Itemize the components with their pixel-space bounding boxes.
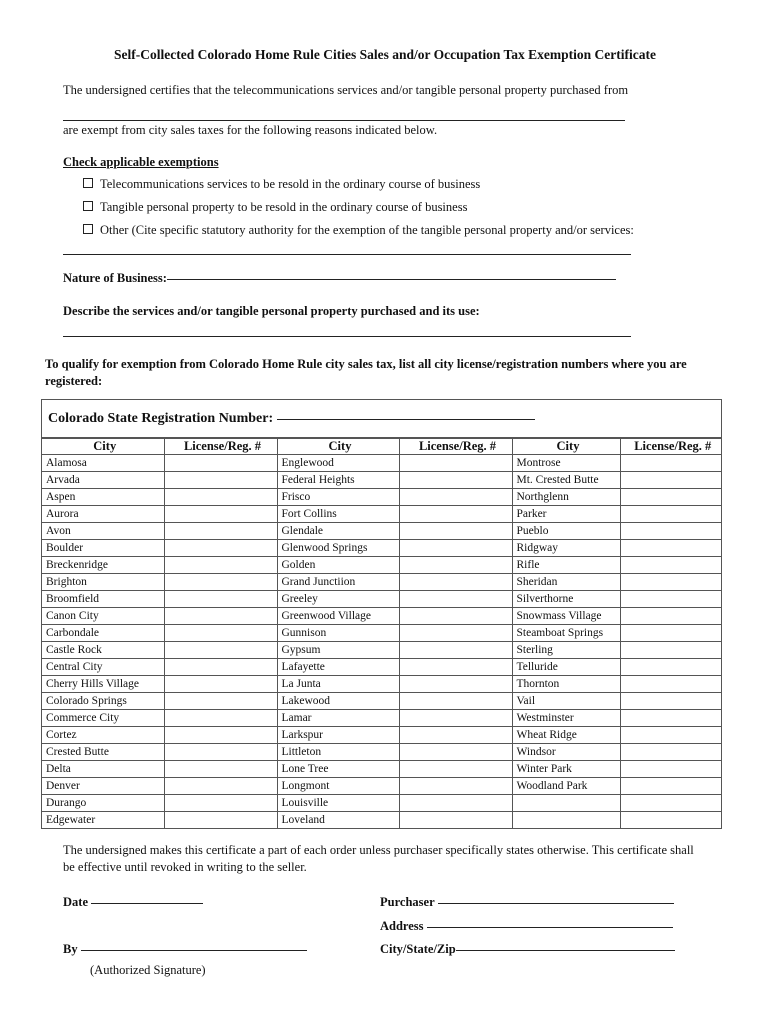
license-number-cell[interactable] — [620, 591, 721, 608]
city-cell: Lakewood — [277, 693, 399, 710]
city-cell: Rifle — [512, 557, 620, 574]
license-number-cell[interactable] — [620, 744, 721, 761]
city-cell: Louisville — [277, 795, 399, 812]
table-row — [42, 506, 721, 523]
intro-text: The undersigned certifies that the telecommunications services and/or tangible personal property purchased from — [63, 83, 629, 97]
registration-number-label: Colorado State Registration Number: — [48, 411, 274, 426]
license-number-cell[interactable] — [164, 455, 277, 472]
other-exemption-line[interactable] — [63, 254, 631, 255]
license-number-cell[interactable] — [399, 693, 512, 710]
checkbox-icon[interactable] — [83, 178, 93, 188]
seller-name-line[interactable] — [63, 120, 625, 121]
date-label: Date — [63, 895, 88, 909]
city-cell: Colorado Springs — [42, 693, 164, 710]
city-cell: Littleton — [277, 744, 399, 761]
license-number-cell[interactable] — [620, 574, 721, 591]
city-cell: Central City — [42, 659, 164, 676]
license-number-cell[interactable] — [164, 744, 277, 761]
nature-of-business-label: Nature of Business: — [63, 271, 167, 285]
license-number-cell[interactable] — [620, 642, 721, 659]
table-row — [42, 540, 721, 557]
license-number-cell[interactable] — [164, 489, 277, 506]
license-number-cell[interactable] — [399, 489, 512, 506]
exemption-option-label: Tangible personal property to be resold in the ordinary course of business — [100, 200, 468, 214]
license-number-cell[interactable] — [164, 710, 277, 727]
address-label: Address — [380, 919, 424, 933]
table-row — [42, 693, 721, 710]
exemptions-heading: Check applicable exemptions — [63, 155, 219, 169]
table-row — [42, 642, 721, 659]
city-cell: Glenwood Springs — [277, 540, 399, 557]
city-cell: Lamar — [277, 710, 399, 727]
exemption-option-label: Other (Cite specific statutory authority for the exemption of the tangible personal property and/or services: — [100, 223, 634, 237]
city-cell: Broomfield — [42, 591, 164, 608]
license-number-cell[interactable] — [399, 557, 512, 574]
city-cell: Lone Tree — [277, 761, 399, 778]
city-cell: Glendale — [277, 523, 399, 540]
city-state-zip-label: City/State/Zip — [380, 942, 456, 956]
table-row — [42, 710, 721, 727]
table-row — [42, 489, 721, 506]
table-row — [42, 557, 721, 574]
license-number-cell[interactable] — [399, 608, 512, 625]
license-number-cell[interactable] — [399, 710, 512, 727]
city-cell: Woodland Park — [512, 778, 620, 795]
license-number-cell[interactable] — [164, 812, 277, 829]
city-cell: Castle Rock — [42, 642, 164, 659]
column-header-license: License/Reg. # — [620, 439, 721, 455]
license-number-cell[interactable] — [620, 489, 721, 506]
city-cell: Westminster — [512, 710, 620, 727]
license-number-cell[interactable] — [620, 608, 721, 625]
city-cell: Windsor — [512, 744, 620, 761]
city-cell: Thornton — [512, 676, 620, 693]
city-cell: Greenwood Village — [277, 608, 399, 625]
license-number-cell[interactable] — [399, 574, 512, 591]
license-number-cell[interactable] — [399, 659, 512, 676]
exemption-option-telecom[interactable] — [83, 177, 480, 192]
nature-of-business-field[interactable] — [63, 271, 616, 286]
license-number-cell[interactable] — [620, 795, 721, 812]
license-number-cell[interactable] — [620, 693, 721, 710]
purchaser-line[interactable] — [438, 902, 674, 904]
table-row — [42, 591, 721, 608]
city-cell: Durango — [42, 795, 164, 812]
table-row — [42, 795, 721, 812]
city-cell: Brighton — [42, 574, 164, 591]
city-cell: Grand Junctiion — [277, 574, 399, 591]
table-header-row — [42, 439, 721, 455]
exemption-option-other[interactable] — [83, 223, 634, 238]
license-number-cell[interactable] — [620, 455, 721, 472]
city-cell: Englewood — [277, 455, 399, 472]
city-cell: Larkspur — [277, 727, 399, 744]
city-cell: Cortez — [42, 727, 164, 744]
city-cell: Wheat Ridge — [512, 727, 620, 744]
city-cell: Canon City — [42, 608, 164, 625]
city-cell: Alamosa — [42, 455, 164, 472]
license-number-cell[interactable] — [164, 591, 277, 608]
license-number-cell[interactable] — [164, 506, 277, 523]
license-number-cell[interactable] — [620, 557, 721, 574]
city-cell: Lafayette — [277, 659, 399, 676]
registration-number-field[interactable] — [42, 400, 721, 438]
city-cell: Aurora — [42, 506, 164, 523]
city-cell: Avon — [42, 523, 164, 540]
city-cell: Montrose — [512, 455, 620, 472]
purchaser-field[interactable] — [380, 895, 674, 910]
license-number-cell[interactable] — [620, 659, 721, 676]
license-number-cell[interactable] — [399, 795, 512, 812]
license-number-cell[interactable] — [399, 625, 512, 642]
license-number-cell[interactable] — [620, 472, 721, 489]
license-table — [41, 399, 722, 829]
city-cell: Commerce City — [42, 710, 164, 727]
license-number-cell[interactable] — [399, 727, 512, 744]
by-label: By — [63, 942, 78, 956]
city-cell: Longmont — [277, 778, 399, 795]
city-cell: Gypsum — [277, 642, 399, 659]
city-cell: Parker — [512, 506, 620, 523]
license-number-cell[interactable] — [164, 659, 277, 676]
license-number-cell[interactable] — [620, 523, 721, 540]
table-row — [42, 608, 721, 625]
city-cell — [512, 795, 620, 812]
license-number-cell[interactable] — [620, 812, 721, 829]
city-state-zip-field[interactable] — [380, 942, 675, 957]
license-number-cell[interactable] — [399, 778, 512, 795]
license-number-cell[interactable] — [399, 455, 512, 472]
license-number-cell[interactable] — [620, 625, 721, 642]
checkbox-icon[interactable] — [83, 224, 93, 234]
qualify-instructions: To qualify for exemption from Colorado Home Rule city sales tax, list all city license/registration numbers where you are registered: — [45, 357, 687, 388]
license-number-cell[interactable] — [164, 523, 277, 540]
license-number-cell[interactable] — [399, 812, 512, 829]
closing-statement: The undersigned makes this certificate a part of each order unless purchaser specifically states otherwise. This certificate shall be effective until revoked in writing to the seller. — [63, 843, 694, 874]
table-row — [42, 574, 721, 591]
city-cell: Gunnison — [277, 625, 399, 642]
city-cell: La Junta — [277, 676, 399, 693]
license-number-cell[interactable] — [399, 761, 512, 778]
city-cell: Telluride — [512, 659, 620, 676]
city-cell: Ridgway — [512, 540, 620, 557]
city-cell: Steamboat Springs — [512, 625, 620, 642]
license-number-cell[interactable] — [164, 557, 277, 574]
table-row — [42, 676, 721, 693]
license-number-cell[interactable] — [620, 727, 721, 744]
city-cell: Sheridan — [512, 574, 620, 591]
license-number-cell[interactable] — [164, 795, 277, 812]
document-title: Self-Collected Colorado Home Rule Cities Sales and/or Occupation Tax Exemption Certificate — [114, 47, 656, 62]
license-number-cell[interactable] — [620, 710, 721, 727]
city-cell: Greeley — [277, 591, 399, 608]
city-cell: Sterling — [512, 642, 620, 659]
table-row — [42, 778, 721, 795]
license-number-cell[interactable] — [620, 506, 721, 523]
date-line[interactable] — [91, 902, 203, 904]
registration-number-line[interactable] — [277, 418, 535, 420]
signature-line[interactable] — [81, 949, 307, 951]
city-cell: Delta — [42, 761, 164, 778]
license-number-cell[interactable] — [399, 642, 512, 659]
table-row — [42, 659, 721, 676]
license-number-cell[interactable] — [164, 574, 277, 591]
describe-line[interactable] — [63, 336, 631, 337]
license-number-cell[interactable] — [399, 540, 512, 557]
column-header-license: License/Reg. # — [164, 439, 277, 455]
intro-text-continued: are exempt from city sales taxes for the following reasons indicated below. — [63, 123, 438, 137]
city-cell: Winter Park — [512, 761, 620, 778]
signature-field[interactable] — [63, 942, 307, 957]
license-number-cell[interactable] — [399, 676, 512, 693]
exemption-option-tangible[interactable] — [83, 200, 467, 215]
license-number-cell[interactable] — [620, 540, 721, 557]
column-header-license: License/Reg. # — [399, 439, 512, 455]
date-field[interactable] — [63, 895, 203, 910]
column-header-city: City — [512, 439, 620, 455]
license-number-cell[interactable] — [620, 778, 721, 795]
license-number-cell[interactable] — [164, 540, 277, 557]
license-number-cell[interactable] — [164, 676, 277, 693]
nature-of-business-line[interactable] — [167, 278, 616, 280]
authorized-signature-caption: (Authorized Signature) — [90, 963, 206, 977]
city-cell: Aspen — [42, 489, 164, 506]
describe-label: Describe the services and/or tangible personal property purchased and its use: — [63, 304, 480, 318]
city-cell: Breckenridge — [42, 557, 164, 574]
city-cell: Loveland — [277, 812, 399, 829]
city-cell: Cherry Hills Village — [42, 676, 164, 693]
city-cell: Edgewater — [42, 812, 164, 829]
city-cell: Boulder — [42, 540, 164, 557]
city-cell: Crested Butte — [42, 744, 164, 761]
license-number-cell[interactable] — [620, 761, 721, 778]
city-cell: Fort Collins — [277, 506, 399, 523]
city-cell: Golden — [277, 557, 399, 574]
license-number-cell[interactable] — [399, 523, 512, 540]
table-row — [42, 625, 721, 642]
city-cell: Northglenn — [512, 489, 620, 506]
license-number-cell[interactable] — [399, 591, 512, 608]
address-field[interactable] — [380, 919, 673, 934]
city-cell: Snowmass Village — [512, 608, 620, 625]
license-number-cell[interactable] — [399, 506, 512, 523]
table-row — [42, 744, 721, 761]
table-row — [42, 761, 721, 778]
license-number-cell[interactable] — [164, 642, 277, 659]
table-row — [42, 812, 721, 829]
license-number-cell[interactable] — [399, 744, 512, 761]
license-number-cell[interactable] — [164, 608, 277, 625]
table-row — [42, 455, 721, 472]
city-cell: Mt. Crested Butte — [512, 472, 620, 489]
license-number-cell[interactable] — [620, 676, 721, 693]
city-cell: Silverthorne — [512, 591, 620, 608]
license-number-cell[interactable] — [164, 693, 277, 710]
city-cell: Frisco — [277, 489, 399, 506]
exemption-option-label: Telecommunications services to be resold in the ordinary course of business — [100, 177, 481, 191]
license-number-cell[interactable] — [164, 727, 277, 744]
city-cell: Federal Heights — [277, 472, 399, 489]
table-row — [42, 727, 721, 744]
city-cell: Arvada — [42, 472, 164, 489]
city-cell — [512, 812, 620, 829]
city-cell: Pueblo — [512, 523, 620, 540]
city-state-zip-line[interactable] — [456, 949, 675, 951]
license-number-cell[interactable] — [164, 778, 277, 795]
table-row — [42, 523, 721, 540]
license-number-cell[interactable] — [164, 625, 277, 642]
city-cell: Carbondale — [42, 625, 164, 642]
column-header-city: City — [42, 439, 164, 455]
city-cell: Vail — [512, 693, 620, 710]
city-cell: Denver — [42, 778, 164, 795]
table-row — [42, 472, 721, 489]
column-header-city: City — [277, 439, 399, 455]
license-number-cell[interactable] — [399, 472, 512, 489]
license-number-cell[interactable] — [164, 761, 277, 778]
address-line[interactable] — [427, 926, 673, 928]
checkbox-icon[interactable] — [83, 201, 93, 211]
purchaser-label: Purchaser — [380, 895, 435, 909]
license-number-cell[interactable] — [164, 472, 277, 489]
